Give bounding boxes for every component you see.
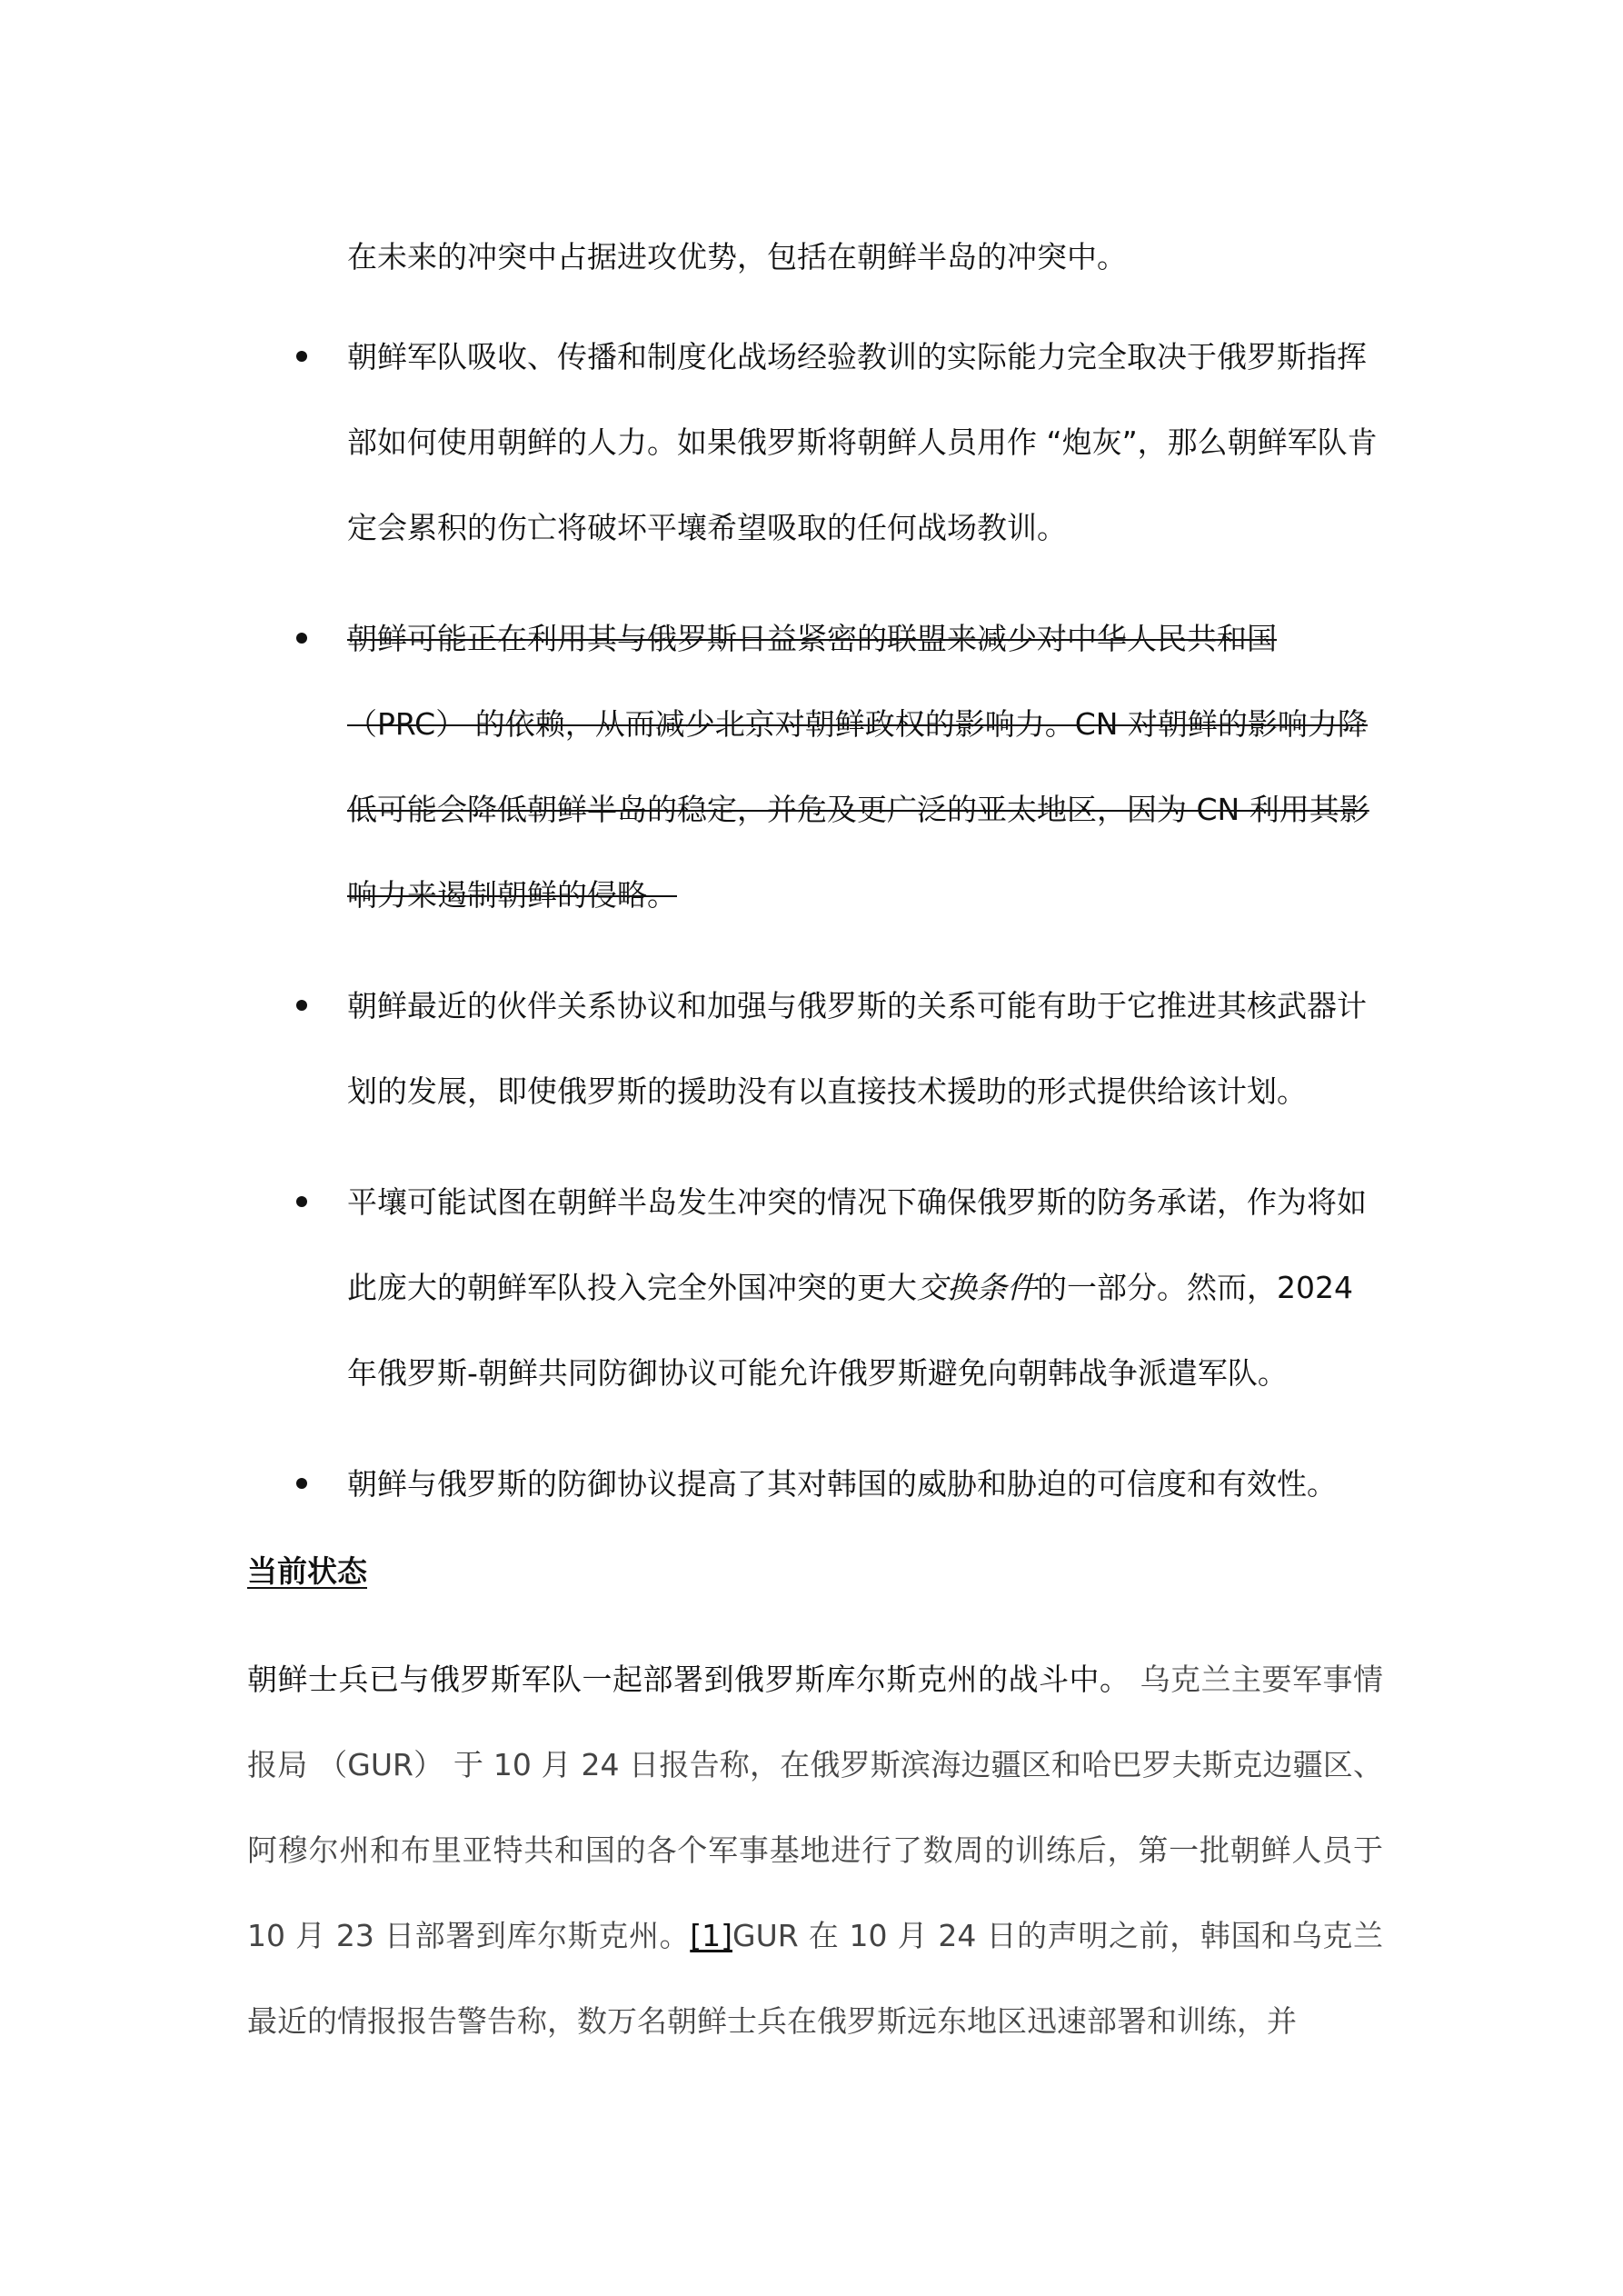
footnote-link[interactable]: [1] [690,1918,732,1953]
bullet-text: 朝鲜军队吸收、传播和制度化战场经验教训的实际能力完全取决于俄罗斯指挥部如何使用朝鲜的人力。如果俄罗斯将朝鲜人员用作 “炮灰”，那么朝鲜军队肯定会累积的伤亡将破坏平壤希望吸取的任何战场教训。 [347,339,1378,545]
bullet-text-strikethrough: 朝鲜可能正在利用其与俄罗斯日益紧密的联盟来减少对中华人民共和国（PRC） 的依赖，从而减少北京对朝鲜政权的影响力。CN 对朝鲜的影响力降低可能会降低朝鲜半岛的稳定，并危及更广泛的亚太地区，因为 CN 利用其影响力来遏制朝鲜的侵略。 [347,621,1369,913]
bullet-item [347,1160,1383,1416]
bullet-dot-icon [296,1478,307,1489]
paragraph-lead-sentence: 朝鲜士兵已与俄罗斯军队一起部署到俄罗斯库尔斯克州的战斗中。 [247,1662,1130,1697]
section-paragraph [247,1637,1383,2064]
bullet-text-before: 平壤可能试图在朝鲜半岛发生冲突的情况下确保俄罗斯的防务承诺，作为将如此庞大的朝鲜军队投入完全外国冲突的更大 [347,1184,1367,1305]
bullet-dot-icon [296,1000,307,1011]
bullet-text-italic: 交换条件 [917,1270,1037,1305]
paragraph-body-part2: GUR 在 10 月 24 日的声明之前，韩国和乌克兰最近的情报报告警告称，数万名朝鲜士兵在俄罗斯远东地区迅速部署和训练，并 [247,1918,1384,2039]
bullet-dot-icon [296,633,307,644]
continuation-text: 在未来的冲突中占据进攻优势，包括在朝鲜半岛的冲突中。 [347,239,1127,275]
bullet-item [347,1442,1383,1527]
bullet-text-after: 的一部分。然而，2024 年俄罗斯-朝鲜共同防御协议可能允许俄罗斯避免向朝韩战争派遣军队。 [347,1270,1353,1391]
bullet-item [347,314,1383,571]
paragraph-body-part1: 乌克兰主要军事情报局 （GUR） 于 10 月 24 日报告称，在俄罗斯滨海边疆区和哈巴罗夫斯克边疆区、阿穆尔州和布里亚特共和国的各个军事基地进行了数周的训练后，第一批朝鲜人员于 10 月 23 日部署到库尔斯克州。 [247,1662,1383,1953]
bullet-item [347,963,1383,1134]
bullet-text: 朝鲜最近的伙伴关系协议和加强与俄罗斯的关系可能有助于它推进其核武器计划的发展，即使俄罗斯的援助没有以直接技术援助的形式提供给该计划。 [347,988,1367,1109]
bullet-dot-icon [296,351,307,362]
section-heading: 当前状态 [247,1553,367,1589]
bullet-dot-icon [296,1196,307,1207]
assessment-bullet-list [347,314,1383,1552]
bullet-item-struck [347,596,1383,938]
bullet-text: 朝鲜与俄罗斯的防御协议提高了其对韩国的威胁和胁迫的可信度和有效性。 [347,1466,1337,1502]
